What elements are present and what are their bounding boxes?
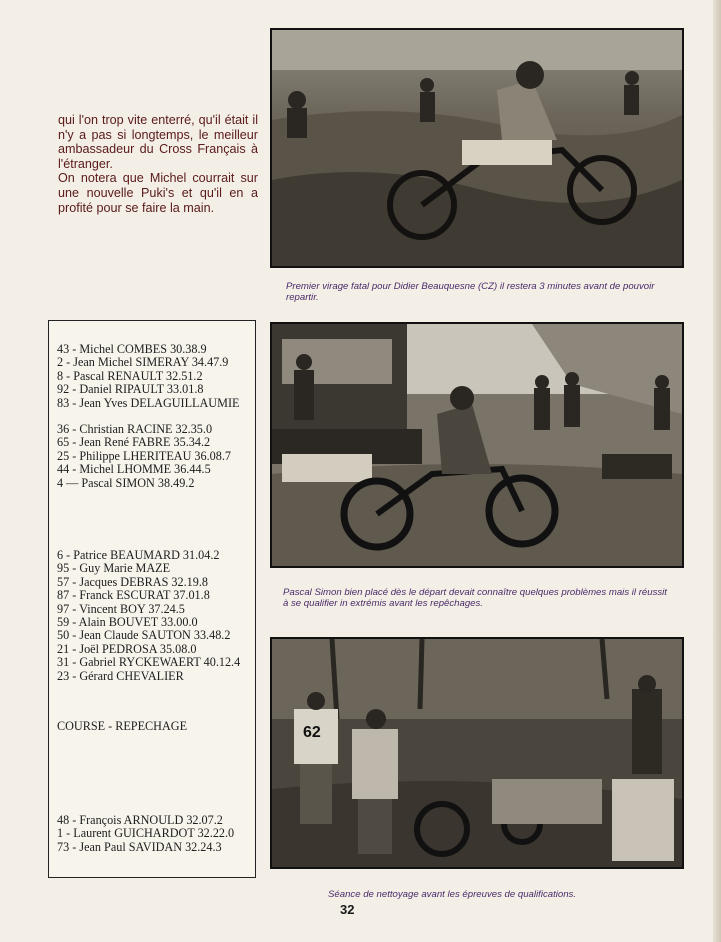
result-line: 95 - Guy Marie MAZE (57, 561, 171, 576)
photo-middle-image (272, 324, 682, 566)
result-line: 21 - Joël PEDROSA 35.08.0 (57, 641, 197, 656)
result-line: 4 — Pascal SIMON 38.49.2 (57, 475, 195, 490)
intro-text (58, 113, 258, 215)
photo-top-image (272, 30, 682, 266)
result-line: 65 - Jean René FABRE 35.34.2 (57, 435, 211, 450)
result-line: 2 - Jean Michel SIMERAY 34.47.9 (57, 355, 229, 370)
photo-bottom-image (272, 639, 682, 867)
photo-middle-motocross (270, 322, 684, 568)
results-box (48, 320, 256, 878)
result-line: 59 - Alain BOUVET 33.00.0 (57, 615, 198, 630)
page-edge (713, 0, 721, 942)
result-line: 31 - Gabriel RYCKEWAERT 40.12.4 (57, 655, 241, 670)
result-line: 1 - Laurent GUICHARDOT 32.22.0 (57, 826, 235, 841)
result-line: 36 - Christian RACINE 32.35.0 (57, 422, 213, 436)
result-line: 83 - Jean Yves DELAGUILLAUMIE (57, 395, 240, 410)
results-group-2 (57, 423, 231, 490)
result-line: 6 - Patrice BEAUMARD 31.04.2 (57, 548, 220, 562)
photo-bottom-caption: Séance de nettoyage avant les épreuves de qualifications. (328, 889, 577, 900)
result-line: 23 - Gérard CHEVALIER (57, 668, 184, 683)
photo-bottom-cleaning (270, 637, 684, 869)
result-line: 92 - Daniel RIPAULT 33.01.8 (57, 382, 204, 397)
results-group-3 (57, 549, 240, 683)
result-line: 8 - Pascal RENAULT 32.51.2 (57, 368, 203, 383)
result-line: 57 - Jacques DEBRAS 32.19.8 (57, 574, 208, 589)
result-line: 25 - Philippe LHERITEAU 36.08.7 (57, 448, 231, 463)
results-group-1 (57, 343, 239, 410)
photo-middle-caption: Pascal Simon bien placé dès le départ devait connaître quelques problèmes mais il réussit à se qualifier in extrémis avant les repêchages. (283, 587, 667, 610)
result-line: 43 - Michel COMBES 30.38.9 (57, 342, 207, 356)
photo-top-caption: Premier virage fatal pour Didier Beauquesne (CZ) il restera 3 minutes avant de pouvoir repartir. (286, 281, 655, 304)
bib-number: 62 (303, 724, 321, 741)
result-line: 73 - Jean Paul SAVIDAN 32.24.3 (57, 839, 222, 854)
photo-top-motocross (270, 28, 684, 268)
result-line: 87 - Franck ESCURAT 37.01.8 (57, 588, 210, 603)
page-number: 32 (340, 902, 355, 917)
intro-paragraph-1: qui l'on trop vite enterré, qu'il était il n'y a pas si longtemps, le meilleur ambassadeur du Cross Français à l'étranger. (58, 113, 258, 171)
result-line: 48 - François ARNOULD 32.07.2 (57, 813, 223, 827)
repechage-title: COURSE - REPECHAGE (57, 719, 188, 733)
result-line: 44 - Michel LHOMME 36.44.5 (57, 462, 211, 477)
intro-paragraph-2: On notera que Michel courrait sur une nouvelle Puki's et qu'il en a profité pour se faire la main. (58, 171, 258, 215)
result-line: 97 - Vincent BOY 37.24.5 (57, 601, 185, 616)
result-line: 50 - Jean Claude SAUTON 33.48.2 (57, 628, 231, 643)
results-group-4 (57, 814, 234, 854)
